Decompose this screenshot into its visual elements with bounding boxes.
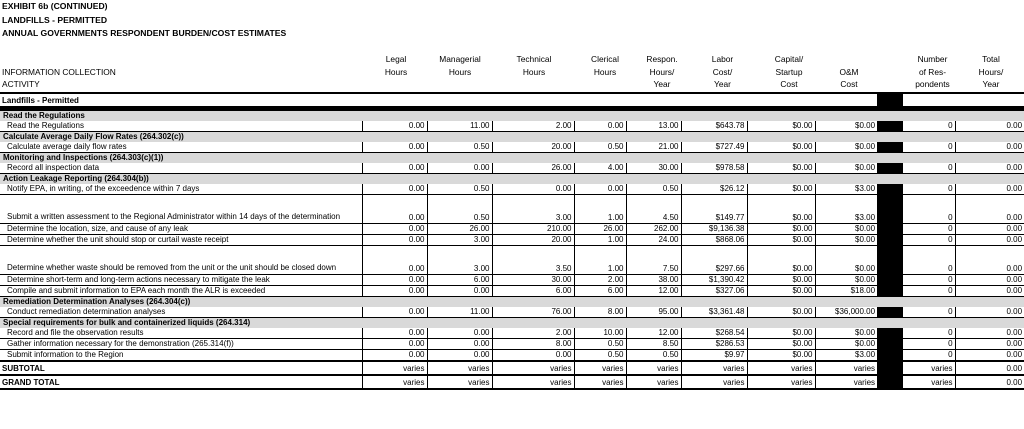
value-cell: 0.00 [955,163,1024,174]
value-cell: 1.00 [574,195,626,224]
row-label: Gather information necessary for the demonstration (265.314(f)) [0,339,362,350]
section-header-row [0,132,1024,143]
section-label-fill [903,297,1024,308]
value-cell: 1.00 [574,235,626,246]
value-cell: 95.00 [626,307,681,318]
value-cell: 3.00 [427,235,492,246]
value-cell: 0.00 [362,142,427,153]
value-cell: 20.00 [492,142,574,153]
table-row [0,339,1024,350]
value-cell: 0 [903,328,955,339]
black-divider [877,339,903,350]
column-header-line: O&M [839,66,859,77]
value-cell: 0 [903,286,955,297]
value-cell: $0.00 [747,286,815,297]
value-cell: 0.00 [955,224,1024,235]
black-divider [877,297,903,308]
value-cell: $0.00 [747,246,815,275]
value-cell: 0.00 [955,142,1024,153]
section-label: Calculate Average Daily Flow Rates (264.302(c)) [0,132,877,143]
column-header-line: of Res- [919,66,946,77]
value-cell: $3.00 [815,195,877,224]
table-row [0,286,1024,297]
black-divider [877,361,903,375]
column-header-clerical [580,53,630,78]
value-cell: 0.00 [362,235,427,246]
column-header-line: Total [982,54,1000,64]
column-header-line: Hours [522,66,546,77]
value-cell: $0.00 [815,275,877,286]
value-cell: 3.50 [492,246,574,275]
table-row [0,195,1024,224]
column-header-line: Capital/ [774,54,804,64]
row-label: Read the Regulations [0,121,362,132]
value-cell: $0.00 [815,339,877,350]
table-row [0,246,1024,275]
value-cell: 8.00 [574,307,626,318]
value-cell: 0.00 [362,339,427,350]
value-cell: varies [815,375,877,389]
value-cell: 0.50 [574,142,626,153]
column-header-line: Cost [780,79,798,89]
column-header-line: Cost/ [712,66,733,77]
black-divider [877,163,903,174]
black-divider [877,132,903,143]
section-label-fill [903,153,1024,164]
value-cell: varies [574,375,626,389]
black-divider [877,246,903,275]
value-cell: 7.50 [626,246,681,275]
column-header-line: Hours [384,66,408,77]
value-cell: varies [427,361,492,375]
value-cell: 2.00 [492,121,574,132]
row-label: Submit a written assessment to the Regional Administrator within 14 days of the determination [0,195,362,224]
value-cell: 0.00 [362,195,427,224]
value-cell: $0.00 [747,307,815,318]
value-cell: 11.00 [427,121,492,132]
value-cell: 11.00 [427,307,492,318]
value-cell: $36,000.00 [815,307,877,318]
column-header-line: Legal [385,54,407,64]
black-divider [877,328,903,339]
value-cell: 38.00 [626,275,681,286]
value-cell: 0.00 [427,286,492,297]
value-cell: 0.50 [574,350,626,362]
column-header-line: Hours [593,66,617,77]
value-cell: $9,136.38 [681,224,747,235]
value-cell: 26.00 [574,224,626,235]
table-row [0,224,1024,235]
column-header-line: Number [917,54,948,64]
black-divider [877,224,903,235]
value-cell: $3.00 [815,184,877,195]
value-cell: 0.00 [362,224,427,235]
section-header-row [0,109,1024,122]
value-cell: 0.00 [955,275,1024,286]
value-cell: $9.97 [681,350,747,362]
empty-cell [903,93,1024,109]
column-header-line: Startup [775,66,803,77]
value-cell: varies [574,361,626,375]
black-divider [877,153,903,164]
column-header-number [905,53,960,91]
column-header-line: Clerical [591,54,619,64]
value-cell: 0 [903,339,955,350]
column-header-line: Year [653,79,671,89]
column-header-line: Year [982,79,1000,89]
value-cell: varies [492,361,574,375]
value-cell: $0.00 [747,142,815,153]
value-cell: 13.00 [626,121,681,132]
section-label: Monitoring and Inspections (264.303(c)(1)) [0,153,877,164]
table-row [0,350,1024,362]
value-cell: 262.00 [626,224,681,235]
value-cell: 0.00 [955,246,1024,275]
value-cell: 12.00 [626,328,681,339]
row-label: Compile and submit information to EPA each month the ALR is exceeded [0,286,362,297]
value-cell: 0.00 [362,286,427,297]
value-cell: varies [626,375,681,389]
column-header-labor [695,53,750,91]
black-divider [877,195,903,224]
table-row [0,275,1024,286]
section-header-row [0,318,1024,329]
value-cell: $0.00 [815,224,877,235]
exhibit-subtitle: LANDFILLS - PERMITTED [2,15,108,25]
row-label: Calculate average daily flow rates [0,142,362,153]
value-cell: 0 [903,235,955,246]
column-header-line: Hours [448,66,472,77]
value-cell: 0.00 [955,235,1024,246]
column-header-line: Year [714,79,731,89]
value-cell: 0.00 [492,350,574,362]
value-cell: $0.00 [747,235,815,246]
value-cell: 0 [903,307,955,318]
value-cell: varies [362,361,427,375]
value-cell: 4.50 [626,195,681,224]
value-cell: 0.00 [955,339,1024,350]
section-label: Read the Regulations [0,109,877,122]
value-cell: 0.00 [955,286,1024,297]
value-cell: 0.00 [362,121,427,132]
row-label: GRAND TOTAL [0,375,362,389]
value-cell: 0.00 [955,184,1024,195]
total-row [0,375,1024,389]
value-cell: $0.00 [747,121,815,132]
column-header-line: Hours/ [649,66,675,77]
value-cell: 0 [903,121,955,132]
value-cell: 0 [903,350,955,362]
value-cell: varies [362,375,427,389]
column-header-respon [637,53,687,91]
value-cell: $0.00 [815,235,877,246]
value-cell: varies [681,361,747,375]
black-divider [877,109,903,122]
value-cell: 0.00 [427,339,492,350]
row-label: Determine whether the unit should stop or curtail waste receipt [0,235,362,246]
row-label: Determine the location, size, and cause of any leak [0,224,362,235]
value-cell: 0.00 [955,328,1024,339]
value-cell: 0.50 [427,142,492,153]
table-title-row [0,93,1024,109]
value-cell: 0.00 [362,328,427,339]
value-cell: varies [492,375,574,389]
table-row [0,328,1024,339]
value-cell: 21.00 [626,142,681,153]
column-header-legal [370,53,422,78]
section-label-fill [903,174,1024,185]
value-cell: 76.00 [492,307,574,318]
table-row [0,235,1024,246]
value-cell: 0 [903,184,955,195]
value-cell: 0.00 [955,121,1024,132]
black-divider [877,375,903,389]
value-cell: 1.00 [574,246,626,275]
black-divider [877,318,903,329]
value-cell: 0 [903,142,955,153]
value-cell: varies [903,361,955,375]
value-cell: $26.12 [681,184,747,195]
value-cell: 0.00 [492,184,574,195]
column-header-line: Respon. [646,54,678,64]
value-cell: $3,361.48 [681,307,747,318]
section-label: Remediation Determination Analyses (264.304(c)) [0,297,877,308]
value-cell: 210.00 [492,224,574,235]
row-label: Record and file the observation results [0,328,362,339]
row-label: Notify EPA, in writing, of the exceedence within 7 days [0,184,362,195]
black-divider [877,350,903,362]
exhibit-title: EXHIBIT 6b (CONTINUED) [2,1,108,11]
black-divider [877,275,903,286]
value-cell: 0.00 [362,307,427,318]
value-cell: $0.00 [815,328,877,339]
row-label: Record all inspection data [0,163,362,174]
black-divider [877,93,903,109]
value-cell: varies [815,361,877,375]
value-cell: 0.00 [362,350,427,362]
value-cell: $0.00 [747,163,815,174]
value-cell: 30.00 [626,163,681,174]
value-cell: $149.77 [681,195,747,224]
value-cell: 3.00 [427,246,492,275]
value-cell: 0.00 [955,375,1024,389]
burden-cost-table [0,92,1024,390]
column-header-capital [760,53,818,91]
value-cell: 26.00 [427,224,492,235]
value-cell: 0.00 [574,184,626,195]
section-header-row [0,153,1024,164]
black-divider [877,184,903,195]
value-cell: $268.54 [681,328,747,339]
value-cell: 0 [903,275,955,286]
value-cell: 0.50 [626,184,681,195]
value-cell: $0.00 [747,224,815,235]
value-cell: varies [747,375,815,389]
section-header-row [0,174,1024,185]
value-cell: $327.06 [681,286,747,297]
row-label: SUBTOTAL [0,361,362,375]
column-header-managerial [430,53,490,78]
value-cell: $0.00 [815,163,877,174]
table-row [0,142,1024,153]
section-label-fill [903,318,1024,329]
value-cell: $727.49 [681,142,747,153]
value-cell: 0.50 [427,184,492,195]
section-label: Special requirements for bulk and containerized liquids (264.314) [0,318,877,329]
value-cell: $978.58 [681,163,747,174]
value-cell: 0.00 [427,328,492,339]
value-cell: $643.78 [681,121,747,132]
column-header-line: Managerial [439,54,481,64]
black-divider [877,121,903,132]
value-cell: $868.06 [681,235,747,246]
value-cell: 8.50 [626,339,681,350]
value-cell: 0.00 [362,246,427,275]
value-cell: 6.00 [492,286,574,297]
value-cell: varies [903,375,955,389]
value-cell: 0.50 [626,350,681,362]
value-cell: 0.00 [955,350,1024,362]
value-cell: 4.00 [574,163,626,174]
table-row [0,121,1024,132]
value-cell: 6.00 [574,286,626,297]
row-label: Conduct remediation determination analyses [0,307,362,318]
value-cell: 2.00 [492,328,574,339]
value-cell: $0.00 [747,275,815,286]
table-row [0,307,1024,318]
value-cell: varies [681,375,747,389]
value-cell: $0.00 [747,350,815,362]
value-cell: $0.00 [815,142,877,153]
value-cell: 20.00 [492,235,574,246]
value-cell: 8.00 [492,339,574,350]
section-label-fill [903,132,1024,143]
value-cell: 0 [903,163,955,174]
column-header-line: Hours/ [978,66,1004,77]
value-cell: $3.00 [815,350,877,362]
column-header-om [825,66,873,91]
value-cell: $1,390.42 [681,275,747,286]
value-cell: $0.00 [815,246,877,275]
black-divider [877,286,903,297]
value-cell: $18.00 [815,286,877,297]
row-label: Submit information to the Region [0,350,362,362]
value-cell: 6.00 [427,275,492,286]
value-cell: 0 [903,246,955,275]
value-cell: $0.00 [815,121,877,132]
value-cell: 0.50 [574,339,626,350]
column-header-total [962,53,1020,91]
value-cell: $0.00 [747,184,815,195]
value-cell: 0.50 [427,195,492,224]
value-cell: 0.00 [955,195,1024,224]
total-row [0,361,1024,375]
value-cell: $297.66 [681,246,747,275]
table-row [0,163,1024,174]
value-cell: 0.00 [427,350,492,362]
value-cell: 0.00 [362,163,427,174]
black-divider [877,142,903,153]
value-cell: 0.00 [362,275,427,286]
value-cell: 2.00 [574,275,626,286]
row-label: Determine short-term and long-term actions necessary to mitigate the leak [0,275,362,286]
value-cell: 0 [903,224,955,235]
value-cell: 0.00 [427,163,492,174]
section-header-row [0,297,1024,308]
table-row [0,184,1024,195]
value-cell: 26.00 [492,163,574,174]
value-cell: 3.00 [492,195,574,224]
black-divider [877,174,903,185]
table-title: Landfills - Permitted [0,93,877,109]
value-cell: 0 [903,195,955,224]
value-cell: 24.00 [626,235,681,246]
value-cell: $0.00 [747,339,815,350]
column-header-line: Labor [711,54,734,64]
column-header-line: Technical [516,54,552,64]
column-header-line: INFORMATION COLLECTION [2,66,116,77]
black-divider [877,235,903,246]
column-header-technical [505,53,563,78]
value-cell: varies [427,375,492,389]
value-cell: 30.00 [492,275,574,286]
value-cell: $0.00 [747,328,815,339]
row-label: Determine whether waste should be removed from the unit or the unit should be closed down [0,246,362,275]
section-label: Action Leakage Reporting (264.304(b)) [0,174,877,185]
exhibit-caption: ANNUAL GOVERNMENTS RESPONDENT BURDEN/COST ESTIMATES [2,28,287,38]
value-cell: 10.00 [574,328,626,339]
column-header-line: pondents [915,79,950,89]
value-cell: 0.00 [362,184,427,195]
column-header-line: ACTIVITY [2,79,40,89]
column-header-line: Cost [840,79,858,89]
section-label-fill [903,109,1024,122]
column-header-activity [2,66,152,91]
black-divider [877,307,903,318]
value-cell: 0.00 [955,361,1024,375]
value-cell: $286.53 [681,339,747,350]
value-cell: 0.00 [955,307,1024,318]
value-cell: varies [626,361,681,375]
value-cell: 12.00 [626,286,681,297]
value-cell: $0.00 [747,195,815,224]
value-cell: varies [747,361,815,375]
value-cell: 0.00 [574,121,626,132]
